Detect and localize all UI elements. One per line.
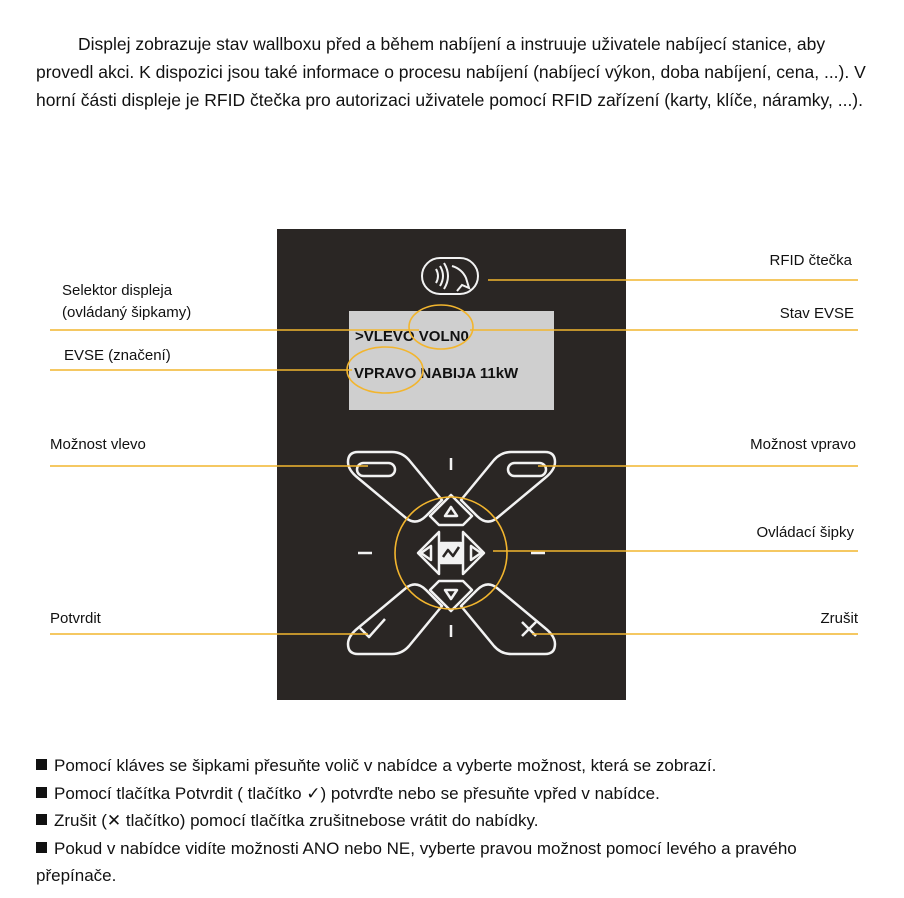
list-item-text: Pomocí tlačítka Potvrdit ( tlačítko ✓) potvrďte nebo se přesuňte vpřed v nabídce. — [54, 783, 660, 803]
label-right-option: Možnost vpravo — [750, 436, 856, 453]
list-item — [36, 780, 876, 808]
list-item — [36, 835, 876, 890]
label-selector-line2: (ovládaný šipkamy) — [62, 304, 192, 321]
label-selector — [62, 280, 191, 324]
list-item-text: Zrušit (✕ tlačítko) pomocí tlačítka zrušitnebose vrátit do nabídky. — [54, 811, 539, 830]
label-selector-line1: Selektor displeja — [62, 282, 173, 299]
screen-line-2: VPRAVO NABIJA 11kW — [354, 365, 519, 382]
list-item-text: Pomocí kláves se šipkami přesuňte volič v nabídce a vyberte možnost, která se zobrazí. — [54, 756, 717, 775]
label-left-option: Možnost vlevo — [50, 436, 146, 453]
label-status: Stav EVSE — [779, 305, 854, 322]
label-evse: EVSE (značení) — [64, 347, 171, 364]
label-confirm: Potvrdit — [50, 610, 101, 627]
wallbox-diagram — [0, 220, 904, 710]
display-screen — [349, 311, 554, 410]
intro-text: Displej zobrazuje stav wallboxu před a během nabíjení a instruuje uživatele nabíjecí stanice, aby provedl akci. K dispozici jsou také informace o procesu nabíjení (nabíjecí výkon, doba nabíjení, cena, ...). V horní části displeje je RFID čtečka pro autorizaci uživatele pomocí RFID zařízení (karty, klíče, náramky, ...). — [36, 34, 866, 110]
list-item — [36, 807, 876, 835]
list-item — [36, 752, 876, 780]
bullet-square-icon — [36, 842, 47, 853]
intro-paragraph — [36, 30, 866, 114]
bullet-square-icon — [36, 814, 47, 825]
label-cancel: Zrušit — [820, 610, 858, 627]
bullet-square-icon — [36, 787, 47, 798]
instruction-list — [36, 752, 876, 890]
list-item-text: Pokud v nabídce vidíte možnosti ANO nebo NE, vyberte pravou možnost pomocí levého a pravého přepínače. — [36, 838, 797, 885]
bullet-square-icon — [36, 759, 47, 770]
label-arrows: Ovládací šipky — [756, 524, 854, 541]
screen-line-1: >VLEVO VOLN0 — [355, 328, 469, 345]
label-rfid: RFID čtečka — [769, 252, 852, 269]
